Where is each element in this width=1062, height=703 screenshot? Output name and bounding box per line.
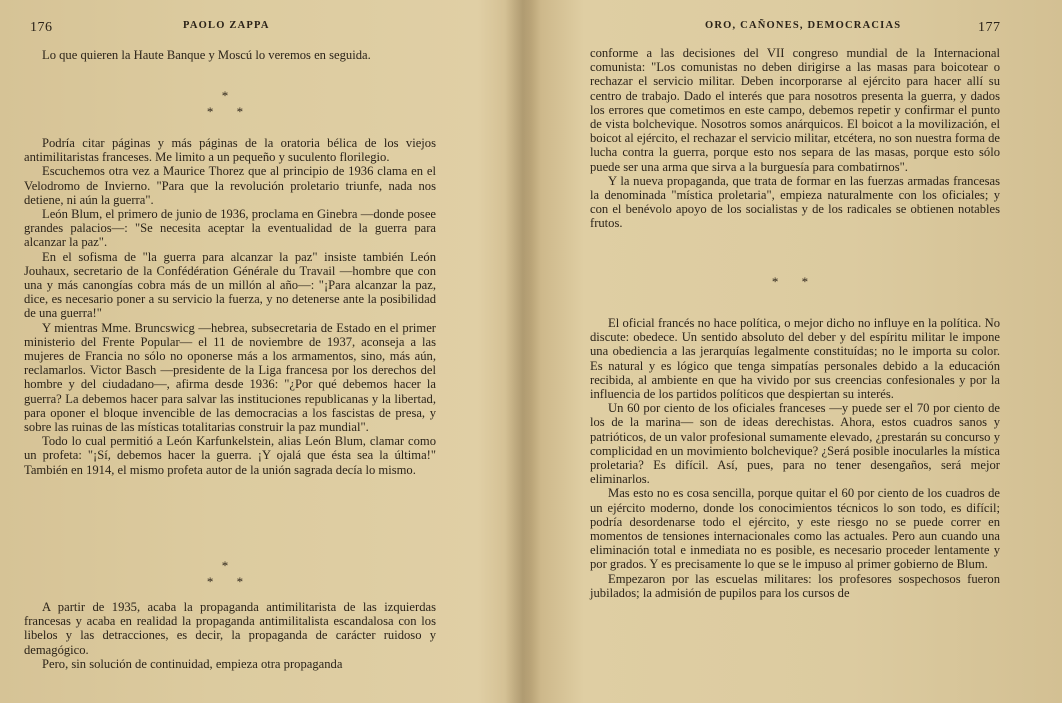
right-block-a (590, 46, 1000, 231)
paragraph: Y la nueva propaganda, que trata de formar en las fuerzas armadas francesas la denominada "mística proletaria", empieza naturalmente con los oficiales; y con el benévolo apoyo de los socialistas y de los radicales se obtienen notables frutos. (590, 173, 1000, 231)
paragraph: Podría citar páginas y más páginas de la oratoria bélica de los viejos antimilitaristas franceses. Me limito a un pequeño y suculento florilegio. (24, 136, 436, 165)
left-block-b (24, 136, 436, 477)
paragraph: Mas esto no es cosa sencilla, porque quitar el 60 por ciento de los cuadros de un ejército moderno, donde los conocimientos técnicos lo son todo, es difícil; podría desordenarse todo el ejército, y este riesgo no se puede correr en momentos de tensiones internacionales como las actuales. Pero aun cuando una eliminación total e inmediata no es posible, es necesario proceder lentamente y por grados. Y es precisamente lo que se le impuso al primer gobierno de Blum. (590, 486, 1000, 572)
left-page-number: 176 (30, 20, 53, 35)
paragraph: Pero, sin solución de continuidad, empieza otra propaganda (42, 656, 343, 671)
paragraph: Escuchemos otra vez a Maurice Thorez que al principio de 1936 clama en el Velodromo de Invierno. "Para que la revolución proletario triunfe, nada nos detiene, ni aún la guerra". (24, 164, 436, 207)
paragraph: Empezaron por las escuelas militares: los profesores sospechosos fueron jubilados; la admisión de pupilos para los cursos de (590, 571, 1000, 600)
right-page-number: 177 (978, 20, 1001, 35)
left-running-head: PAOLO ZAPPA (183, 20, 270, 31)
section-divider-stars: * * * (206, 88, 254, 119)
right-block-b (590, 316, 1000, 600)
paragraph: León Blum, el primero de junio de 1936, proclama en Ginebra —donde posee grandes palacios—: "Se necesita aceptar la eventualidad de la guerra para alcanzar la paz". (24, 207, 436, 250)
right-running-head: ORO, CAÑONES, DEMOCRACIAS (705, 20, 902, 31)
paragraph: Lo que quieren la Haute Banque y Moscú lo veremos en seguida. (42, 48, 371, 62)
paragraph: Y mientras Mme. Bruncswicg —hebrea, subsecretaria de Estado en el primer ministerio del Frente Popular— el 11 de noviembre de 1937, aconseja a las mujeres de Francia no sólo no oponerse más a los armamentos, sino, más aún, reclamarlos. Victor Basch —presidente de la Liga francesa por los derechos del hombre y del ciudadano—, afirma desde 1936: "¿Por qué debemos hacer la guerra? La debemos hacer para salvar las instituciones republicanas y la libertad, para oponer el bloque invencible de las democracias a los fascistas de presa, y sobre las ruinas de las místicas totalitarias construir la paz mundial". (24, 320, 436, 435)
paragraph: El oficial francés no hace política, o mejor dicho no influye en la política. No discute: obedece. Un sentido absoluto del deber y del espíritu militar le impone una obediencia a las jerarquías legalmente constituídas; no le importa su color. Es natural y es lógico que tenga simpatías personales debido a la educación recibida, al ambiente en que ha vivido por sus creencias confesionales y por la influencia de los partidos políticos que despiertan su interés. (590, 316, 1000, 402)
paragraph: conforme a las decisiones del VII congreso mundial de la Internacional comunista: "Los comunistas no deben dirigirse a las masas para boicotear o rechazar el servicio militar. Deben incorporarse al ejército para hacer allí su centro de trabajo. Dado el interés que para nosotros presenta la guerra, y dados los errores que cometimos en este campo, debemos repetir y confirmar el punto de vista bolchevique. Nosotros somos anárquicos. El boicot a la movilización, el boicot al ejército, el rechazar el servicio militar, etcétera, no son nuestra forma de lucha contra la guerra, porque esto nos separa de las masas, porque esto sólo puede ser una arma que sirva a la burguesía para combatirnos". (590, 46, 1000, 174)
section-divider-stars-right: * * (771, 274, 819, 289)
section-divider-stars-2: * * * (206, 558, 254, 589)
left-page (0, 0, 520, 703)
left-block-c (24, 600, 436, 671)
paragraph: A partir de 1935, acaba la propaganda antimilitarista de las izquierdas francesas y acaba en realidad la propaganda antimilitalista escandalosa con los libelos y las detracciones, es decir, la propaganda de carácter ruidoso y demagógico. (24, 600, 436, 657)
right-page (542, 0, 1062, 703)
paragraph: Todo lo cual permitió a León Karfunkelstein, alias León Blum, clamar como un profeta: "¡Sí, debemos hacer la guerra. ¡Y ojalá que ésta sea la última!" También en 1914, el mismo profeta autor de la unión sagrada decía lo mismo. (24, 434, 436, 477)
paragraph: En el sofisma de "la guerra para alcanzar la paz" insiste también León Jouhaux, secretario de la Confédération Générale du Travail —hombre que con una y más canongías cobra más de un millón al año—: "¡Para alcanzar la paz, dice, es necesario poner a su servicio la fuerza, y no detenerse ante la posibilidad de una guerra!" (24, 249, 436, 321)
left-block-a (24, 48, 436, 62)
paragraph: Un 60 por ciento de los oficiales franceses —y puede ser el 70 por ciento de los de la marina— son de ideas derechistas. Ahora, estos cuadros sanos y patrióticos, de un valor profesional sumamente elevado, ¿prestarán su concurso y complicidad en un movimiento bolchevique? ¿Será posible inocularles la mística proletaria? Es difícil. Así, pues, para no tener desengaños, será mejor eliminarlos. (590, 401, 1000, 487)
